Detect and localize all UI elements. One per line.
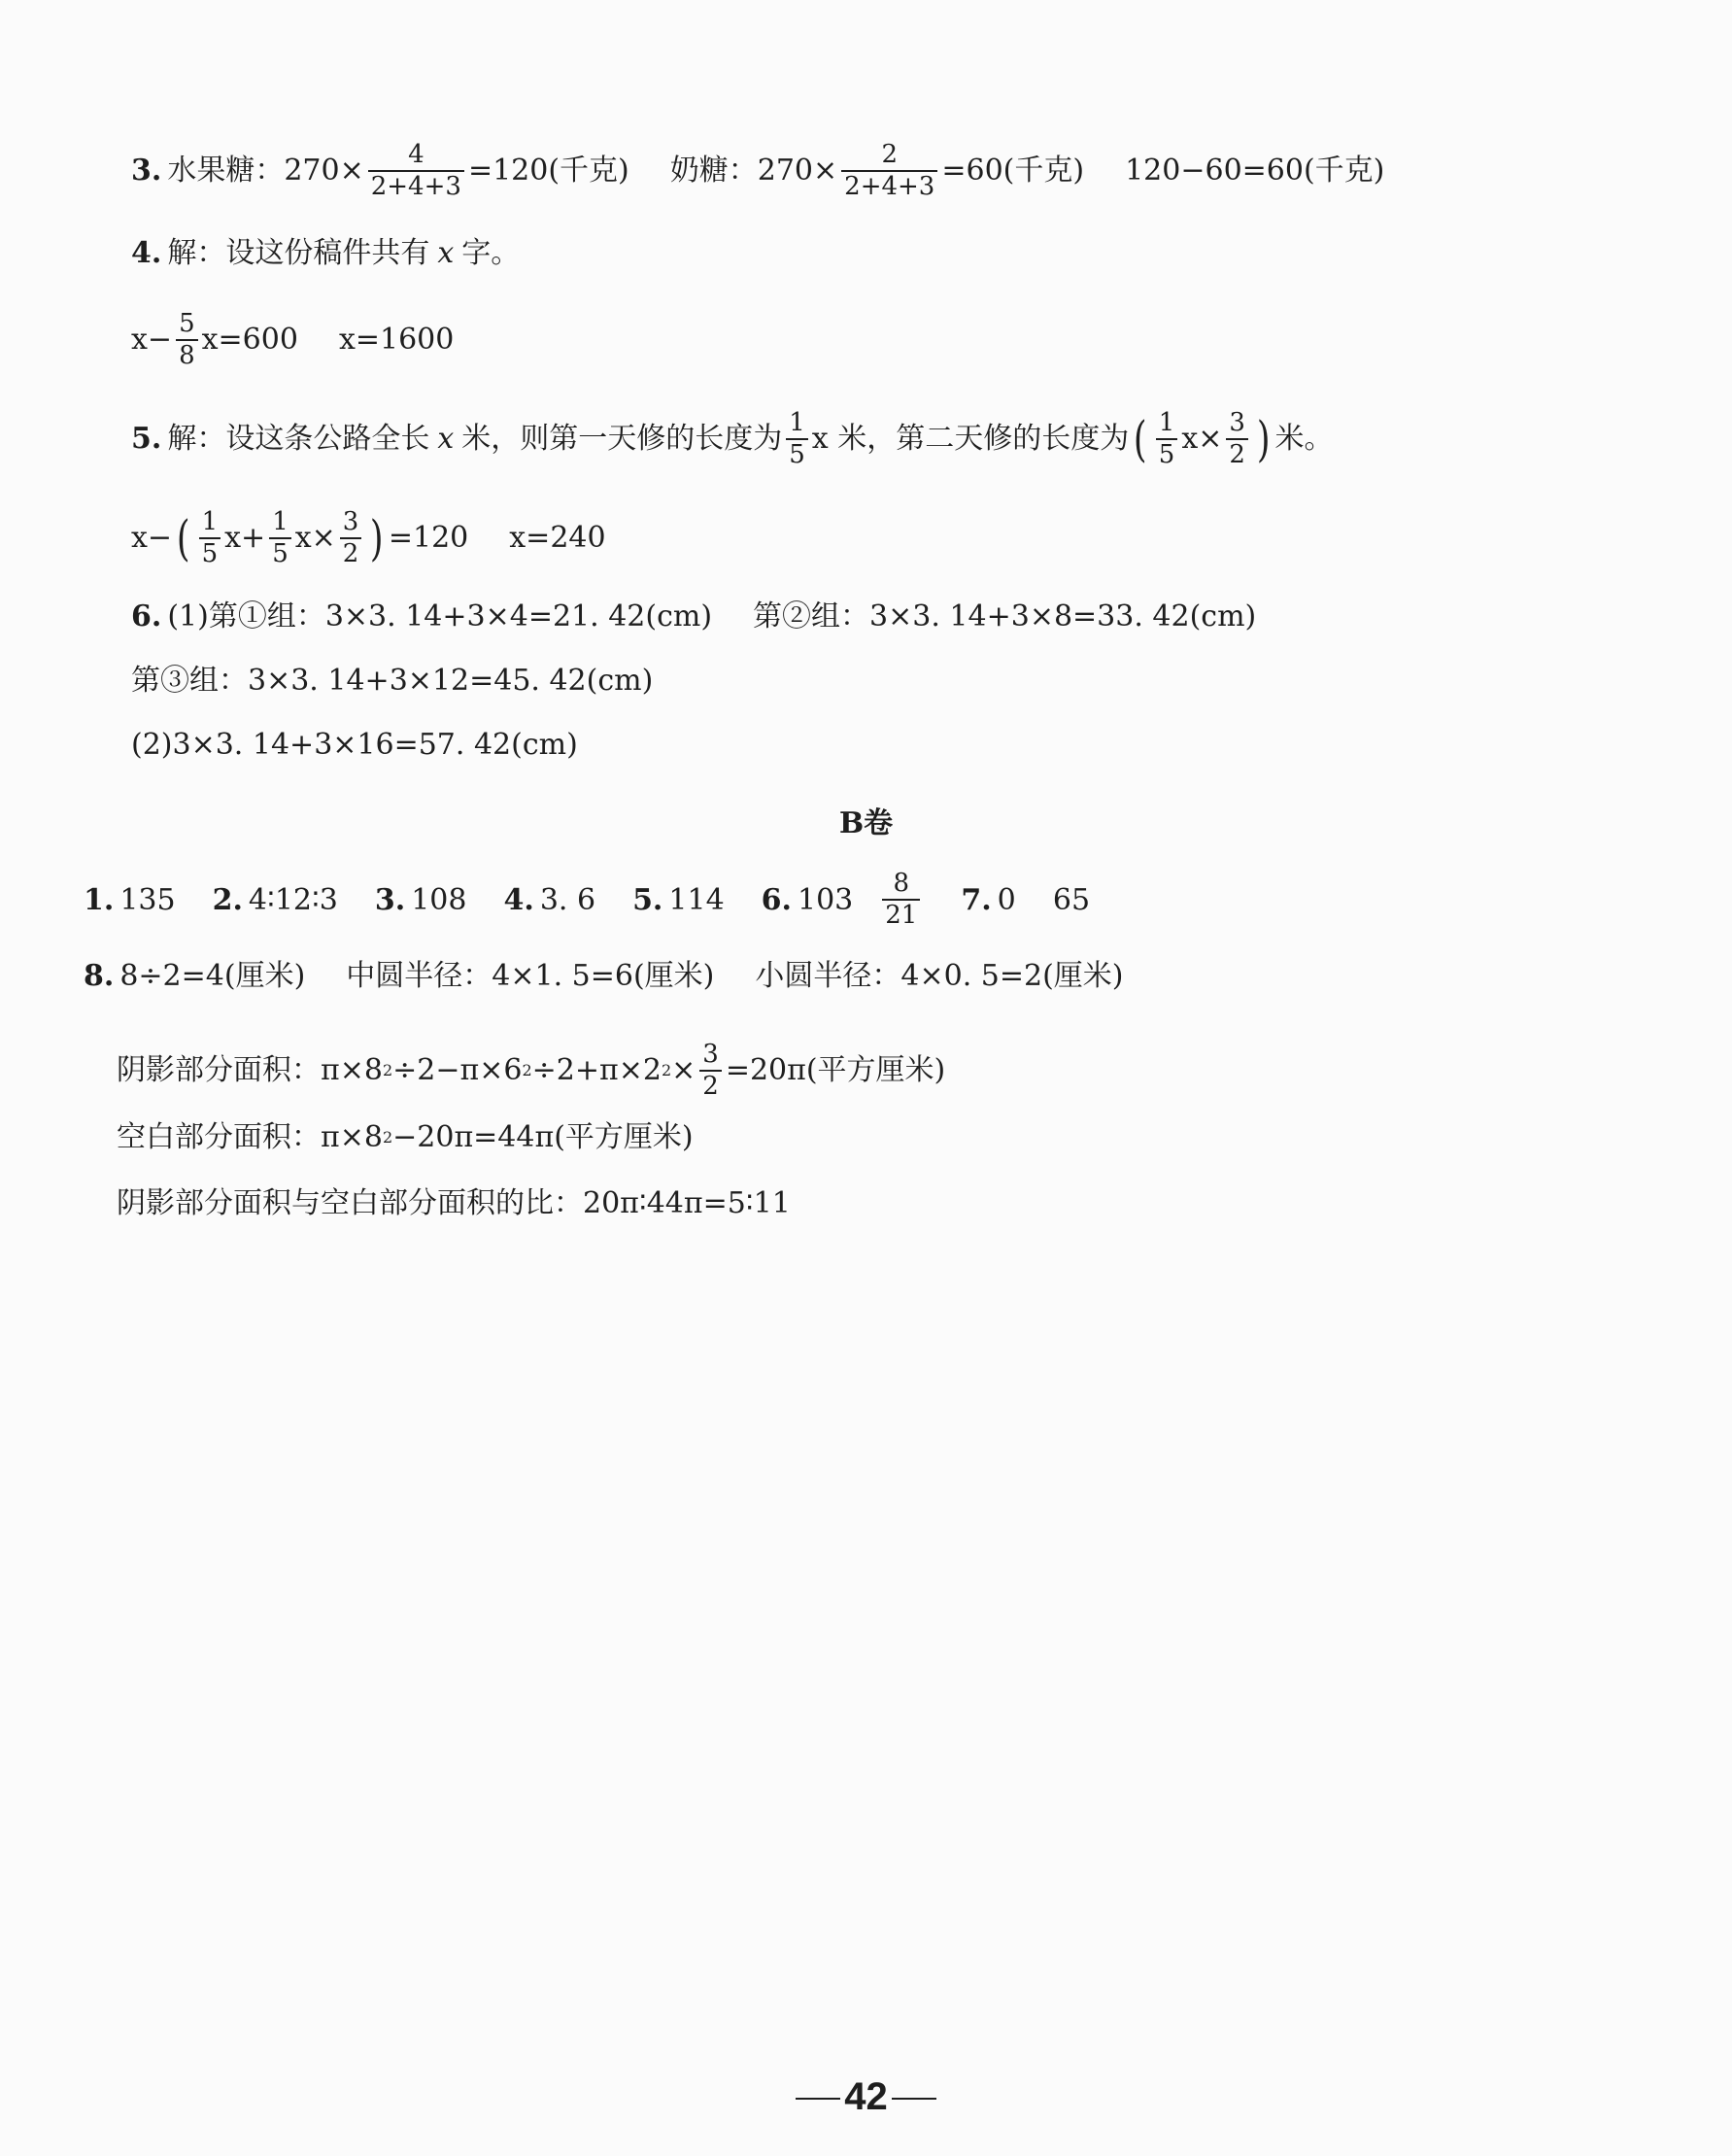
fraction-denominator: 2+4+3 <box>368 170 464 200</box>
b-answer-7 <box>961 883 1090 917</box>
fraction-numerator: 8 <box>893 869 910 898</box>
answer-value: 103 <box>797 882 854 917</box>
answer-number: 5. <box>632 882 663 917</box>
q4-text-end: 字。 <box>461 236 521 270</box>
q4-text: 解：设这份稿件共有 <box>167 236 430 270</box>
dash-right <box>892 2098 936 2100</box>
q3-fruit-candy-text: 水果糖：270× <box>167 154 364 188</box>
fraction-denominator: 5 <box>269 537 291 567</box>
answer-value: 4∶12∶3 <box>248 882 338 917</box>
b-answer-3 <box>375 883 467 917</box>
q5-text: x× <box>1181 422 1223 457</box>
fraction-numerator: 3 <box>342 507 359 536</box>
q4-eq-part: x− <box>131 323 173 358</box>
q8-line-3 <box>117 1120 694 1154</box>
q8-blank-area-result: −20π=44π(平方厘米) <box>392 1120 694 1154</box>
answer-value: 108 <box>411 882 467 917</box>
fraction-denominator: 2 <box>699 1070 722 1100</box>
q5-eq-fraction <box>269 509 291 568</box>
q3-fraction-1 <box>368 142 464 201</box>
answer-value: 0 65 <box>997 882 1091 917</box>
q5-eq-fraction <box>199 509 221 568</box>
q8-small-radius: 小圆半径：4×0. 5=2(厘米) <box>755 959 1124 993</box>
q5-text: 解：设这条公路全长 <box>167 422 430 457</box>
q4-solution: x=1600 <box>338 323 455 358</box>
q8-shaded-area: × <box>671 1053 696 1088</box>
q3-milk-candy-result: =60(千克) <box>941 154 1085 188</box>
q5-eq-part: =120 <box>388 521 469 556</box>
b-answer-5 <box>632 883 725 917</box>
q3-fraction-2 <box>841 142 937 201</box>
fraction-numerator: 5 <box>179 309 195 338</box>
fraction-denominator: 8 <box>176 339 198 369</box>
fraction-numerator: 1 <box>272 507 289 536</box>
q6-line-1 <box>131 599 1257 633</box>
q5-text: x 米，第二天修的长度为 <box>811 422 1130 457</box>
exponent: 2 <box>382 1061 393 1080</box>
exponent: 2 <box>382 1128 393 1146</box>
q8-fraction <box>699 1042 722 1101</box>
q8-number: 8. <box>84 959 115 993</box>
q6-group-3: 第③组：3×3. 14+3×12=45. 42(cm) <box>131 664 654 698</box>
q5-eq-part: x+ <box>224 521 266 556</box>
answer-number: 3. <box>374 882 406 917</box>
q8-shaded-area: ÷2+π×2 <box>531 1053 662 1088</box>
fraction-numerator: 1 <box>201 507 219 536</box>
q3-difference: 120−60=60(千克) <box>1125 154 1385 188</box>
fraction-numerator: 3 <box>1229 408 1245 437</box>
q3-fruit-candy-result: =120(千克) <box>467 154 629 188</box>
page-number <box>0 2075 1732 2119</box>
b-answer-4 <box>503 883 595 917</box>
fraction-denominator: 5 <box>1156 438 1178 468</box>
q8-line-2 <box>117 1042 945 1101</box>
q5-eq-part: x× <box>294 521 336 556</box>
fraction-denominator: 5 <box>199 537 221 567</box>
b-answer-1 <box>84 883 176 917</box>
q8-shaded-area: 阴影部分面积：π×8 <box>117 1053 383 1088</box>
q4-variable: x <box>437 236 455 270</box>
q6-group-2: 第②组：3×3. 14+3×8=33. 42(cm) <box>753 599 1257 633</box>
q8-blank-area: 空白部分面积：π×8 <box>117 1120 383 1154</box>
q3-line <box>131 142 1384 201</box>
q5-equation <box>131 509 606 568</box>
answer-number: 7. <box>961 882 992 917</box>
fraction-numerator: 1 <box>789 408 805 437</box>
answer-value: 135 <box>119 882 176 917</box>
fraction-numerator: 3 <box>702 1040 719 1069</box>
b-answer-6-fraction <box>882 871 920 930</box>
q6-line-2 <box>131 664 654 698</box>
q3-milk-candy-text: 奶糖：270× <box>669 154 838 188</box>
q4-equation <box>131 311 454 370</box>
q5-fraction <box>786 410 808 469</box>
right-paren: ) <box>370 510 384 567</box>
q8-shaded-area-result: =20π(平方厘米) <box>725 1053 946 1088</box>
q4-eq-part: x=600 <box>201 323 298 358</box>
fraction-denominator: 21 <box>882 899 920 929</box>
q5-variable: x <box>437 422 455 457</box>
q4-line-1 <box>131 236 521 270</box>
q5-line-1 <box>131 410 1333 469</box>
fraction-denominator: 2 <box>340 537 362 567</box>
answer-number: 2. <box>212 882 243 917</box>
q5-eq-part: x− <box>131 521 173 556</box>
section-b-heading: B卷 <box>838 806 894 840</box>
dash-left <box>796 2098 840 2100</box>
answer-value: 114 <box>668 882 725 917</box>
b-answers-line <box>84 871 1127 930</box>
q5-eq-fraction <box>340 509 362 568</box>
q8-medium-radius: 中圆半径：4×1. 5=6(厘米) <box>346 959 715 993</box>
q4-fraction <box>176 311 198 370</box>
fraction-numerator: 1 <box>1158 408 1175 437</box>
answer-number: 1. <box>84 882 115 917</box>
q3-number: 3. <box>131 154 162 188</box>
q8-shaded-area: ÷2−π×6 <box>392 1053 523 1088</box>
left-paren: ( <box>176 510 190 567</box>
exponent: 2 <box>661 1061 672 1080</box>
q8-ratio: 阴影部分面积与空白部分面积的比：20π∶44π=5∶11 <box>117 1186 791 1220</box>
q6-part-2: (2)3×3. 14+3×16=57. 42(cm) <box>131 728 578 762</box>
q8-line-1 <box>84 959 1124 993</box>
answer-number: 4. <box>503 882 534 917</box>
q6-group-1: (1)第①组：3×3. 14+3×4=21. 42(cm) <box>167 599 713 633</box>
fraction-numerator: 2 <box>881 140 899 169</box>
q8-line-4 <box>117 1186 791 1220</box>
q5-text: 米，则第一天修的长度为 <box>461 422 783 457</box>
q5-text-end: 米。 <box>1274 422 1334 457</box>
q6-line-3 <box>131 728 578 762</box>
q5-number: 5. <box>131 422 162 457</box>
fraction-denominator: 2 <box>1226 438 1248 468</box>
right-paren: ) <box>1256 411 1271 468</box>
answer-value: 3. 6 <box>539 882 596 917</box>
q4-number: 4. <box>131 236 162 270</box>
b-answer-2 <box>213 883 338 917</box>
b-answer-6 <box>762 871 925 930</box>
q6-number: 6. <box>131 599 162 633</box>
q5-fraction <box>1156 410 1178 469</box>
left-paren: ( <box>1134 411 1147 468</box>
q5-solution: x=240 <box>509 521 606 556</box>
answer-number: 6. <box>761 882 792 917</box>
fraction-denominator: 5 <box>786 438 808 468</box>
fraction-denominator: 2+4+3 <box>841 170 937 200</box>
page-number-text: 42 <box>844 2075 888 2118</box>
q8-large-radius: 8÷2=4(厘米) <box>119 959 306 993</box>
fraction-numerator: 4 <box>408 140 425 169</box>
q5-fraction <box>1226 410 1248 469</box>
exponent: 2 <box>522 1061 532 1080</box>
